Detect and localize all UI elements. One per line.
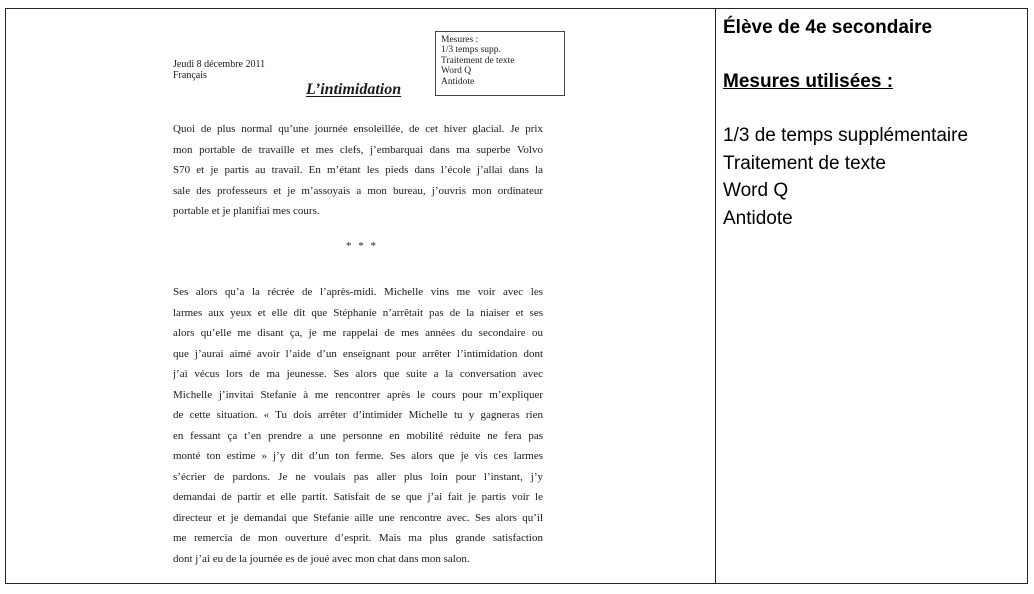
measures-heading: Mesures utilisées : [723, 71, 894, 92]
essay-line: demandai de partir et elle partit. Satisfait de se que j’ai fait je partis voir le [173, 491, 543, 503]
essay-line: directeur et je demandai que Stefanie aille une rencontre avec. Ses alors qu’il [173, 511, 543, 524]
essay-line: Michelle j’invitai Stefanie à me rencontrer après le cours pour m’expliquer [173, 388, 543, 401]
mesures-box-item: Antidote [441, 76, 475, 87]
essay-line: S70 et je partis au travail. En m’étant les pieds dans l’école j’allai dans la [173, 164, 543, 176]
essay-line: sale des professeurs et je m’assoyais a mon bureau, j’ouvris mon ordinateur [173, 184, 543, 197]
essay-paragraph-2 [173, 282, 543, 569]
essay-line: me remercia de mon ouverture d’esprit. Mais ma plus grande satisfaction [173, 532, 543, 544]
column-divider [715, 8, 716, 584]
essay-line: portable et je planifiai mes cours. [173, 205, 320, 217]
essay-line: de cette situation. « Tu dois arrêter d’intimider Michelle tu y gagneras rien [173, 409, 543, 421]
mesures-box-item: Traitement de texte [441, 55, 515, 66]
essay-line: mon portable de travaille et mes clefs, j’embarquai dans ma superbe Volvo [173, 143, 543, 156]
measure-item: Traitement de texte [723, 152, 886, 174]
essay-title: L’intimidation [306, 81, 402, 98]
essay-date: Jeudi 8 décembre 2011 [173, 59, 266, 70]
essay-line: Ses alors qu’a la récrée de l’après-midi. Michelle vins me voir avec les [173, 286, 543, 298]
essay-line: Quoi de plus normal qu’une journée ensoleillée, de cet hiver glacial. Je prix [173, 123, 543, 135]
mesures-box [435, 31, 565, 96]
essay-line: alors qu’elle me disant ça, je me rappelai de mes années du secondaire ou [173, 327, 543, 339]
essay-line: en fessant ça t’en prendre a une personne en mobilité réduite ne fera pas [173, 429, 543, 442]
essay-paragraph-1 [173, 119, 543, 222]
student-level: Élève de 4e secondaire [723, 17, 933, 38]
section-separator: * * * [346, 240, 378, 252]
sidebar-notes [723, 14, 1023, 232]
essay-line: dont j’ai eu de la journée es de joué avec mon chat dans mon salon. [173, 552, 470, 565]
essay-line: larmes aux yeux et elle dit que Stéphanie n’arrêtait pas de la niaiser et ses [173, 306, 543, 319]
essay-subject: Français [173, 70, 207, 81]
measures-list [723, 122, 1023, 232]
mesures-box-item: Word Q [441, 66, 472, 77]
measure-item: Antidote [723, 207, 793, 229]
essay-line: s’écrier de pardons. Je ne voulais pas aller plus loin pour l’instant, j’y [173, 470, 543, 483]
essay-line: j’ai vécus lors de ma jeunesse. Ses alors que suite a la conversation avec [173, 368, 543, 380]
essay-line: monté ton estime » j’y dit d’un ton ferme. Ses alors que je vis ces larmes [173, 450, 543, 462]
essay-line: que j’aurai aimé avoir l’aide d’un enseignant pour arrêter l’intimidation dont [173, 347, 543, 360]
measure-item: 1/3 de temps supplémentaire [723, 125, 969, 146]
measure-item: Word Q [723, 180, 789, 201]
mesures-box-item: 1/3 temps supp. [441, 45, 501, 56]
mesures-box-title: Mesures : [441, 35, 479, 45]
